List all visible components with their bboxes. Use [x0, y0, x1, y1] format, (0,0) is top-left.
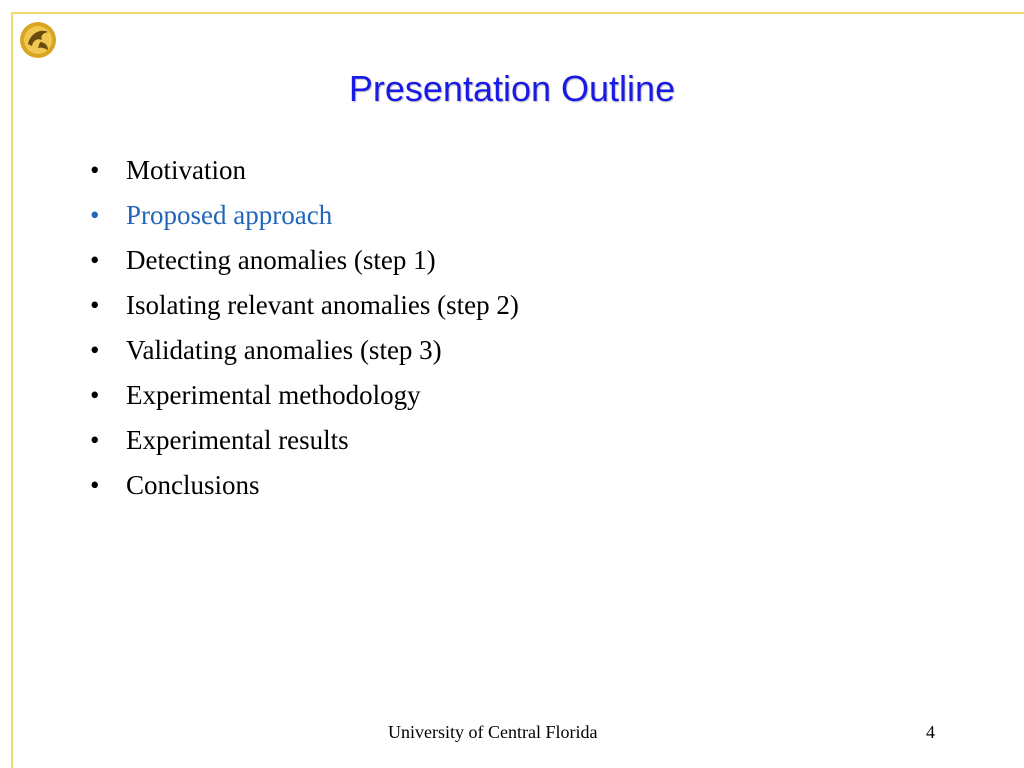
- outline-item: [90, 238, 519, 283]
- outline-item-text: Detecting anomalies (step 1): [126, 245, 436, 275]
- outline-item: [90, 463, 519, 508]
- outline-item: [90, 148, 519, 193]
- outline-list: [90, 148, 519, 508]
- outline-item-text: Validating anomalies (step 3): [126, 335, 442, 365]
- bullet-icon: •: [90, 470, 100, 500]
- outline-item-text: Experimental results: [126, 425, 349, 455]
- bullet-icon: •: [90, 425, 100, 455]
- frame-left-border: [11, 12, 13, 768]
- bullet-icon: •: [90, 155, 100, 185]
- bullet-icon: •: [90, 335, 100, 365]
- pegasus-logo-icon: [18, 20, 58, 60]
- outline-item: [90, 418, 519, 463]
- outline-item-active: [90, 193, 519, 238]
- bullet-icon: •: [90, 380, 100, 410]
- outline-item: [90, 373, 519, 418]
- outline-item: [90, 283, 519, 328]
- footer-text: University of Central Florida: [388, 722, 598, 742]
- bullet-icon: •: [90, 245, 100, 275]
- slide-title: Presentation Outline: [348, 68, 676, 109]
- bullet-icon: •: [90, 200, 100, 230]
- outline-item-text: Isolating relevant anomalies (step 2): [126, 290, 519, 320]
- outline-item-text: Experimental methodology: [126, 380, 421, 410]
- outline-item-text: Proposed approach: [126, 200, 333, 230]
- outline-item-text: Motivation: [126, 155, 246, 185]
- page-number: 4: [926, 722, 935, 742]
- outline-item: [90, 328, 519, 373]
- bullet-icon: •: [90, 290, 100, 320]
- outline-item-text: Conclusions: [126, 470, 260, 500]
- frame-top-border: [11, 12, 1024, 14]
